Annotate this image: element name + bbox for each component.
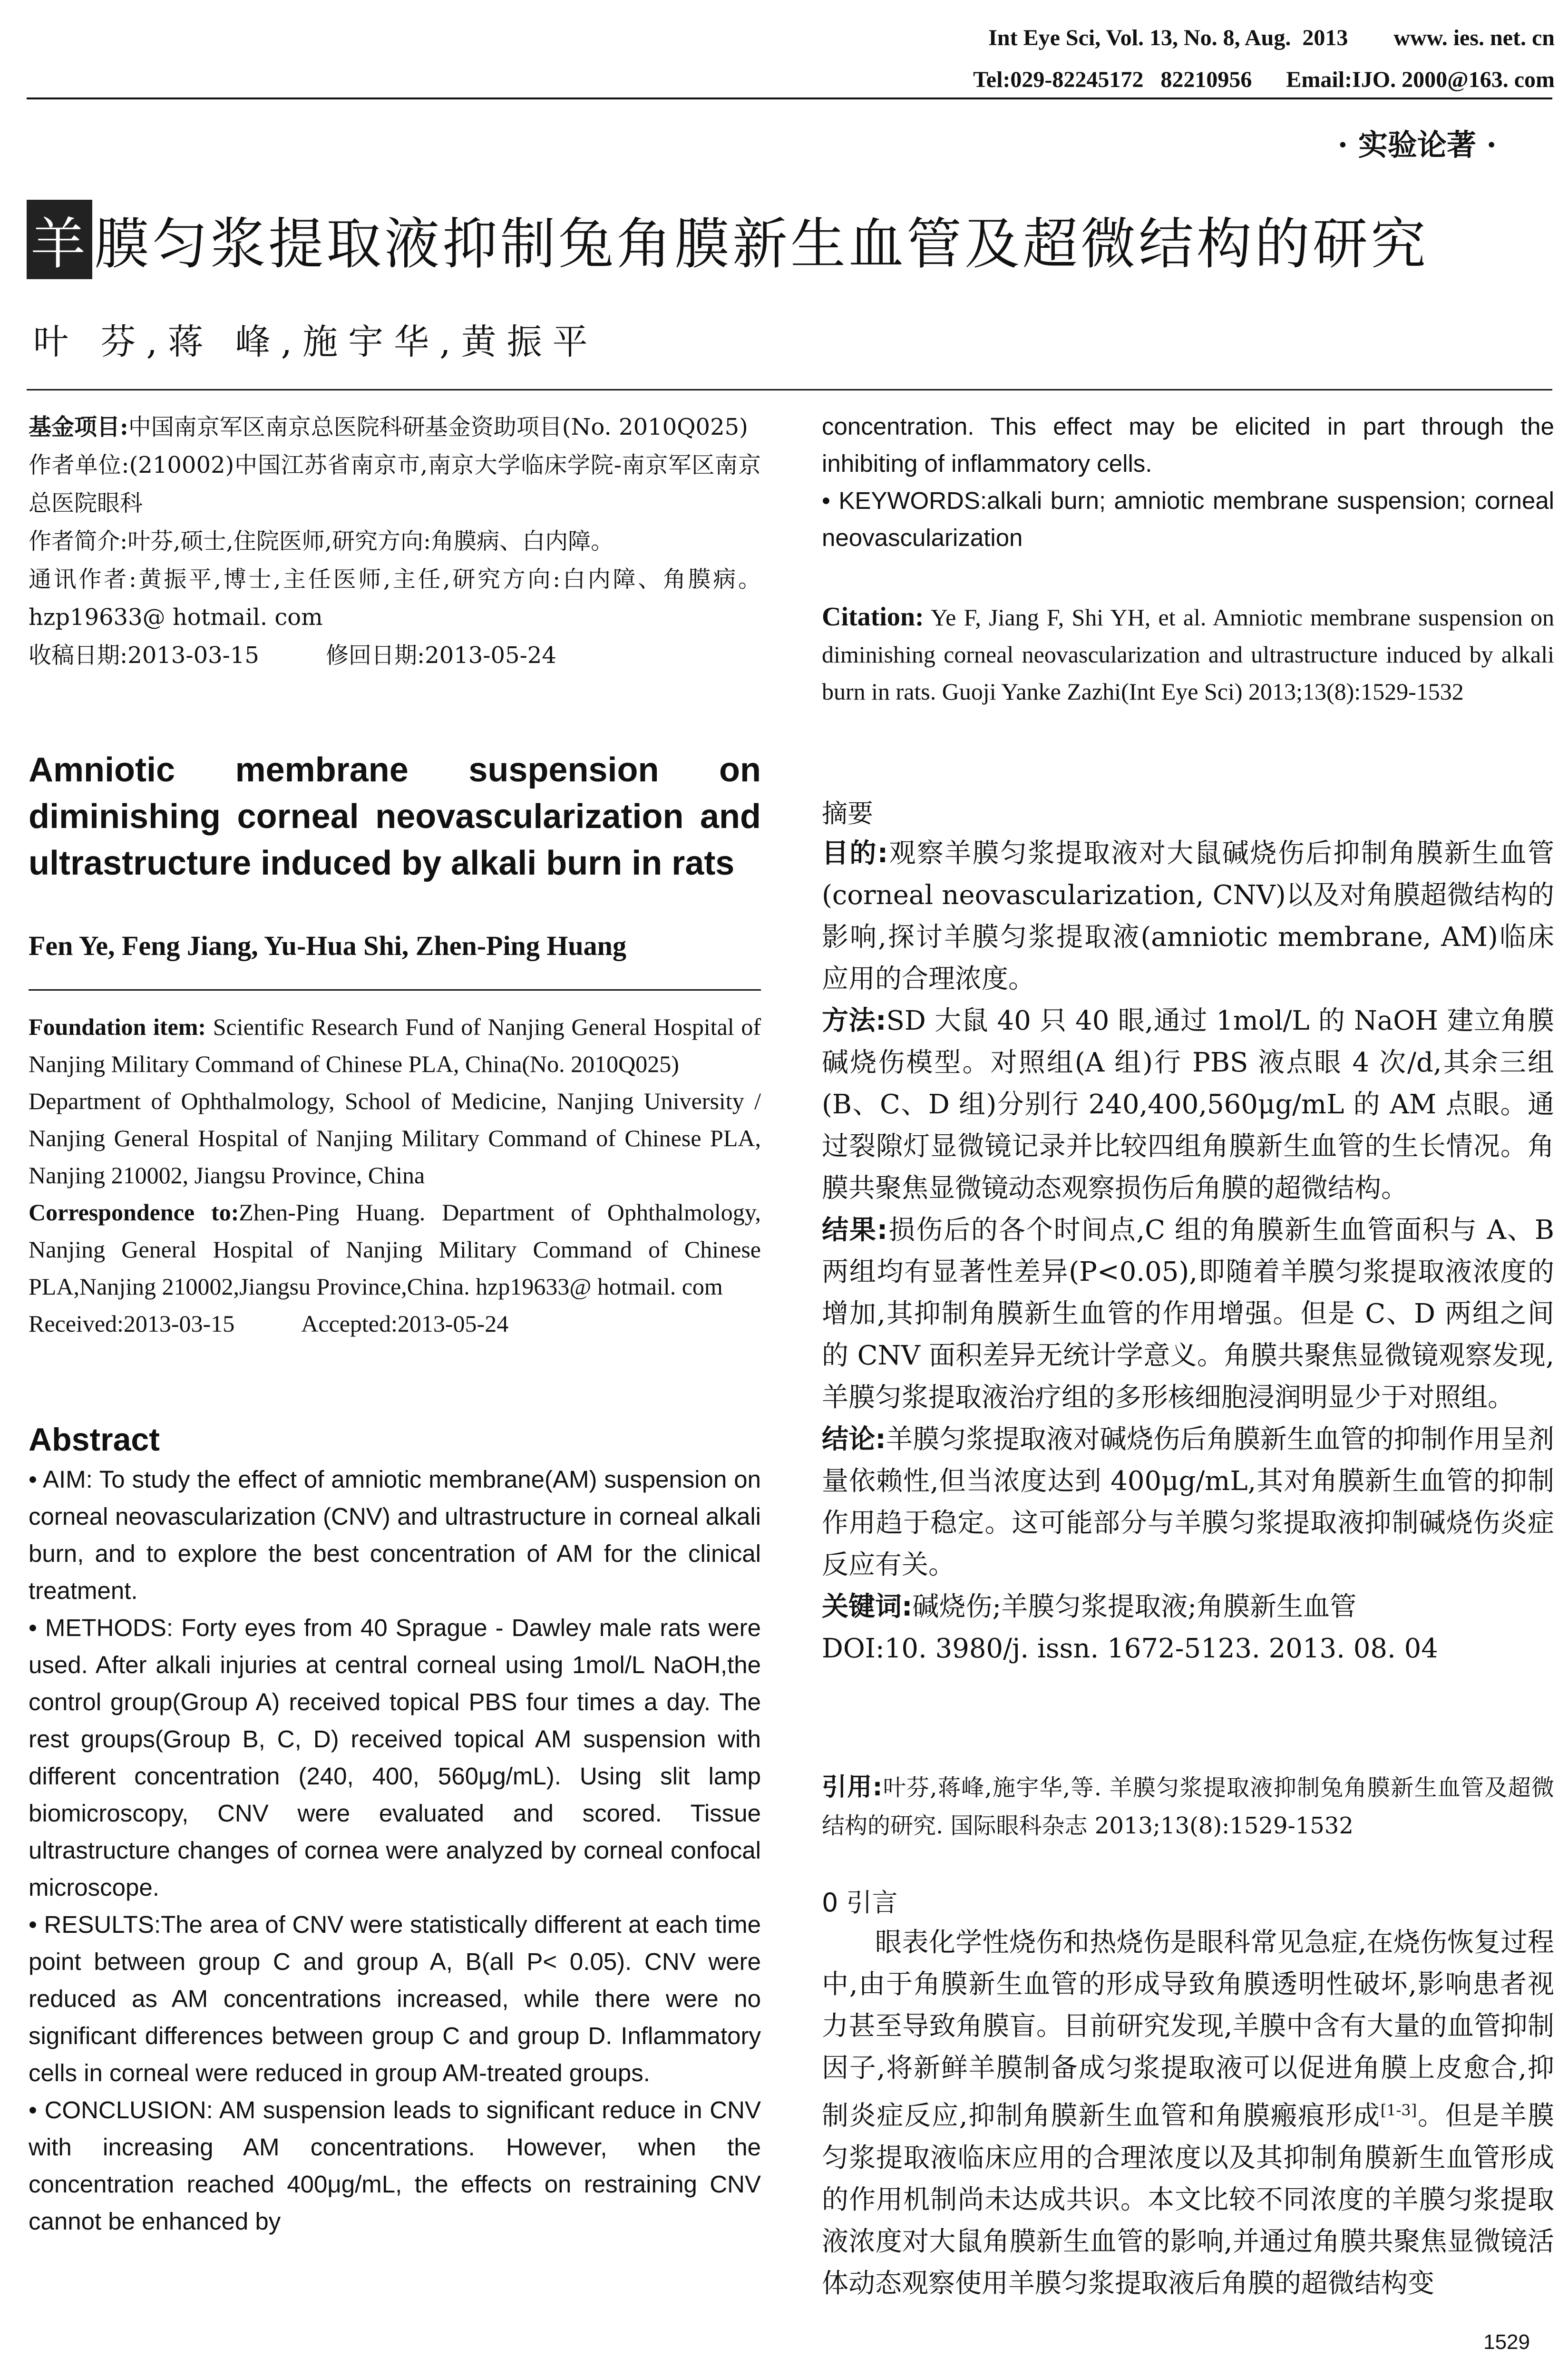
received-label-cn: 收稿日期: — [29, 642, 128, 669]
unit-label-cn: 作者单位: — [29, 452, 129, 478]
journal-email: Email:IJO. 2000@163. com — [1286, 67, 1555, 92]
title-rule — [27, 389, 1552, 390]
title-first-char: 羊 — [27, 200, 92, 279]
unit-cn: (210002)中国江苏省南京市,南京大学临床学院-南京军区南京总医院眼科 — [29, 452, 761, 516]
accepted-label-en: Accepted: — [301, 1310, 398, 1337]
revised-label-cn: 修回日期: — [325, 642, 425, 669]
corr-label-cn: 通讯作者: — [29, 566, 136, 593]
foundation-label-cn: 基金项目: — [29, 414, 128, 440]
citation-text-cn: 叶芬,蒋峰,施宇华,等. 羊膜匀浆提取液抑制兔角膜新生血管及超微结构的研究. 国际眼科杂志 2013;13(8):1529-1532 — [822, 1774, 1555, 1839]
corr-en: Zhen-Ping Huang. Department of Ophthalmology, Nanjing General Hospital of Nanjing Military Command of Chinese PLA,Nanjing 210002,Jiangsu Province,China. hzp19633@ hotmail. com — [29, 1199, 761, 1300]
journal-citation: Int Eye Sci, Vol. 13, No. 8, Aug. 2013 — [988, 25, 1348, 50]
left-info-cn — [29, 408, 761, 674]
journal-website: www. ies. net. cn — [1393, 25, 1555, 50]
keywords-en: alkali burn; amniotic membrane suspension; corneal neovascularization — [822, 487, 1555, 551]
conclusion-label: • CONCLUSION: — [29, 2096, 213, 2124]
english-authors: Fen Ye, Feng Jiang, Yu-Hua Shi, Zhen-Ping Huang — [29, 930, 626, 961]
conclusion-label-cn: 结论: — [822, 1424, 886, 1455]
journal-header-line-2 — [973, 67, 1555, 93]
citation-en — [822, 598, 1554, 710]
foundation-en: Scientific Research Fund of Nanjing General Hospital of Nanjing Military Command of Chinese PLA, China(No. 2010Q025) — [29, 1013, 761, 1077]
corr-label-en: Correspondence to: — [29, 1199, 239, 1226]
department-en: Department of Ophthalmology, School of Medicine, Nanjing University / Nanjing General Hospital of Nanjing Military Command of Chinese PLA, Nanjing 210002, Jiangsu Province, China — [29, 1088, 761, 1188]
accepted-en: 2013-05-24 — [397, 1310, 509, 1337]
results-text: The area of CNV were statistically different at each time point between group C and group A, B(all P< 0.05). CNV were reduced as AM concentrations increased, while there were no significant differences between group C and group D. Inflammatory cells in corneal were reduced in group AM-treated groups. — [29, 1911, 761, 2086]
title-rest: 膜匀浆提取液抑制兔角膜新生血管及超微结构的研究 — [94, 212, 1429, 276]
aim-label: • AIM: — [29, 1466, 93, 1493]
header-rule — [27, 97, 1552, 99]
aim-label-cn: 目的: — [822, 838, 888, 869]
received-en: 2013-03-15 — [123, 1310, 235, 1337]
abstract-heading: Abstract — [29, 1422, 160, 1458]
revised-cn: 2013-05-24 — [425, 642, 556, 669]
aim-text: To study the effect of amniotic membrane(AM) suspension on corneal neovascularization (CNV) and ultrastructure in corneal alkali burn, and to explore the best concentration of AM for the clinical treatment. — [29, 1466, 761, 1604]
citation-text: Ye F, Jiang F, Shi YH, et al. Amniotic membrane suspension on diminishing corneal neovascularization and ultrastructure induced by alkali burn in rats. Guoji Yanke Zazhi(Int Eye Sci) 2013;13(8):1529-1532 — [822, 604, 1554, 705]
corr-cn: 黄振平,博士,主任医师,主任,研究方向:白内障、角膜病。hzp19633@ hotmail. com — [29, 566, 761, 631]
keywords-cn: 碱烧伤;羊膜匀浆提取液;角膜新生血管 — [912, 1591, 1357, 1622]
authors-cn: 叶 芬,蒋 峰,施宇华,黄振平 — [33, 321, 598, 362]
conclusion-text: AM suspension leads to significant reduce in CNV with increasing AM concentrations. However, when the concentration reached 400μg/mL, the effects on restraining CNV cannot be enhanced by — [29, 2096, 761, 2235]
english-title: Amniotic membrane suspension on diminishing corneal neovascularization and ultrastructure induced by alkali burn in rats — [29, 751, 761, 882]
results-label-cn: 结果: — [822, 1215, 888, 1246]
intro-ref: [1-3] — [1380, 2101, 1417, 2119]
foundation-label-en: Foundation item: — [29, 1013, 206, 1040]
page-number: 1529 — [1483, 2330, 1530, 2354]
journal-tel: Tel:029-82245172 82210956 — [973, 67, 1252, 92]
journal-header-line-1 — [988, 25, 1555, 51]
intro-text-2: 。但是羊膜匀浆提取液临床应用的合理浓度以及其抑制角膜新生血管形成的作用机制尚未达成共识。本文比较不同浓度的羊膜匀浆提取液浓度对大鼠角膜新生血管的影响,并通过角膜共聚焦显微镜活体动态观察使用羊膜匀浆提取液后角膜的超微结构变 — [822, 2100, 1554, 2299]
results-cn: 损伤后的各个时间点,C 组的角膜新生血管面积与 A、B 两组均有显著性差异(P<0.05),即随着羊膜匀浆提取液浓度的增加,其抑制角膜新生血管的作用增强。但是 C、D 两组之间的 CNV 面积差异无统计学意义。角膜共聚焦显微镜观察发现,羊膜匀浆提取液治疗组的多形核细胞浸润明显少于对照组。 — [822, 1215, 1554, 1413]
introduction — [822, 1882, 1554, 2305]
foundation-cn: 中国南京军区南京总医院科研基金资助项目(No. 2010Q025) — [128, 414, 748, 440]
received-label-en: Received: — [29, 1310, 124, 1337]
section-tag: · 实验论著 · — [1337, 127, 1497, 162]
methods-text: Forty eyes from 40 Sprague - Dawley male rats were used. After alkali injuries at central corneal using 1mol/L NaOH,the control group(Group A) received topical PBS four times a day. The rest groups(Group B, C, D) received topical AM suspension with different concentration (240, 400, 560μg/mL). Using slit lamp biomicroscopy, CNV were evaluated and scored. Tissue ultrastructure changes of cornea were analyzed by corneal confocal microscope. — [29, 1614, 761, 1901]
keywords-label-cn: 关键词: — [822, 1591, 913, 1622]
abstract-en — [29, 1421, 761, 2240]
conclusion-cn: 羊膜匀浆提取液对碱烧伤后角膜新生血管的抑制作用呈剂量依赖性,但当浓度达到 400μg/mL,其对角膜新生血管的抑制作用趋于稳定。这可能部分与羊膜匀浆提取液抑制碱烧伤炎症反应有关。 — [822, 1424, 1554, 1580]
methods-label: • METHODS: — [29, 1614, 174, 1641]
bio-cn: 叶芬,硕士,住院医师,研究方向:角膜病、白内障。 — [127, 528, 614, 555]
methods-label-cn: 方法: — [822, 1005, 886, 1036]
doi: DOI:10. 3980/j. issn. 1672-5123. 2013. 08. 04 — [822, 1633, 1438, 1664]
english-authors-rule — [29, 989, 761, 991]
abstract-en-continued — [822, 408, 1554, 556]
abstract-cn-heading: 摘要 — [822, 799, 873, 828]
english-info — [29, 1008, 761, 1342]
methods-cn: SD 大鼠 40 只 40 眼,通过 1mol/L 的 NaOH 建立角膜碱烧伤模型。对照组(A 组)行 PBS 液点眼 4 次/d,其余三组(B、C、D 组)分别行 240,400,560μg/mL 的 AM 点眼。通过裂隙灯显微镜记录并比较四组角膜新生血管的生长情况。角膜共聚焦显微镜动态观察损伤后角膜的超微结构。 — [822, 1005, 1554, 1204]
received-cn: 2013-03-15 — [127, 642, 259, 669]
english-authors-block — [29, 930, 761, 962]
intro-heading: 0 引言 — [822, 1888, 898, 1918]
intro-text-1: 眼表化学性烧伤和热烧伤是眼科常见急症,在烧伤恢复过程中,由于角膜新生血管的形成导致角膜透明性破坏,影响患者视力甚至导致角膜盲。目前研究发现,羊膜中含有大量的血管抑制因子,将新鲜羊膜制备成匀浆提取液可以促进角膜上皮愈合,抑制炎症反应,抑制角膜新生血管和角膜瘢痕形成 — [822, 1927, 1554, 2132]
aim-cn: 观察羊膜匀浆提取液对大鼠碱烧伤后抑制角膜新生血管(corneal neovascularization, CNV)以及对角膜超微结构的影响,探讨羊膜匀浆提取液(amniotic membrane, AM)临床应用的合理浓度。 — [822, 838, 1554, 994]
bio-label-cn: 作者简介: — [29, 528, 128, 555]
citation-label-cn: 引用: — [822, 1773, 883, 1802]
title-cn — [27, 200, 1429, 279]
citation-label: Citation: — [822, 602, 924, 632]
english-title-block — [29, 747, 761, 887]
conclusion-continued: concentration. This effect may be elicited in part through the inhibiting of inflammatory cells. — [822, 413, 1554, 477]
citation-cn — [822, 1768, 1554, 1845]
results-label: • RESULTS: — [29, 1911, 161, 1938]
keywords-label-en: • KEYWORDS: — [822, 487, 987, 514]
abstract-cn — [822, 793, 1554, 1670]
